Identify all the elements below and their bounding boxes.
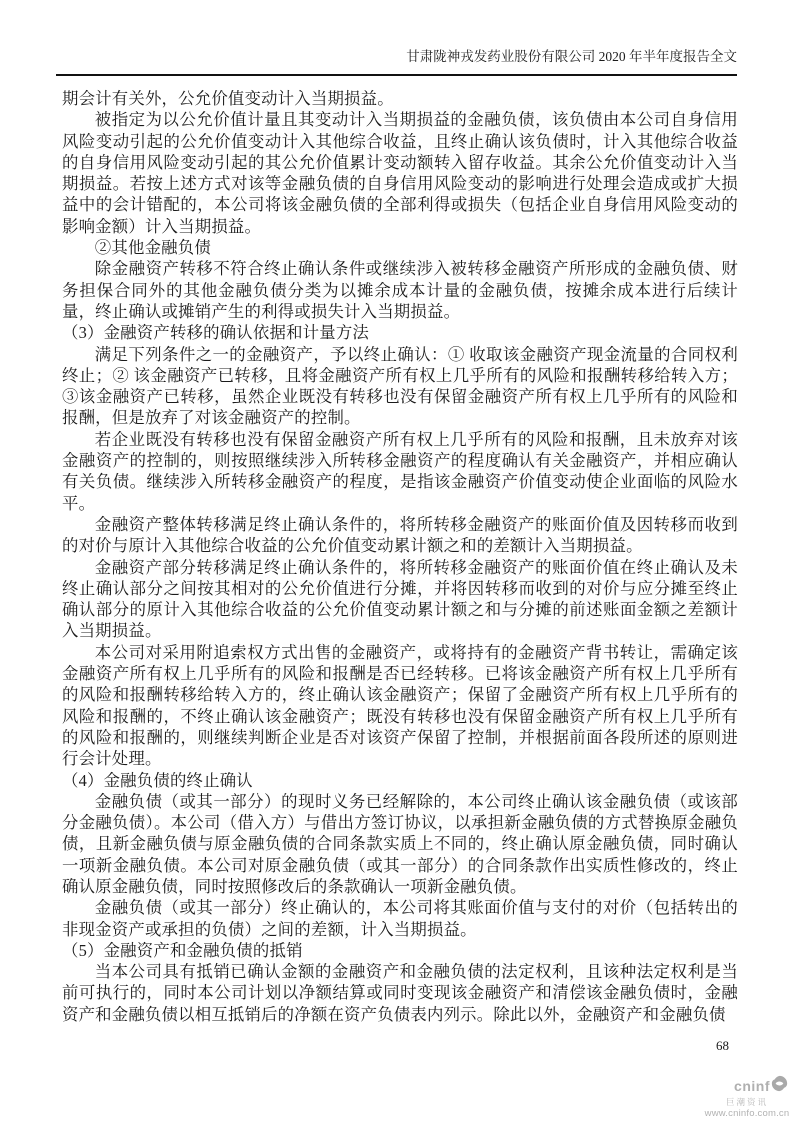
cninfo-logo-text: cninf xyxy=(734,1077,770,1094)
body-paragraph: 除金融资产转移不符合终止确认条件或继续涉入被转移金融资产所形成的金融负债、财务担保合同外的其他金融负债分类为以摊余成本计量的金融负债，按摊余成本进行后续计量，终止确认或摊销产生的利得或损失计入当期损益。 xyxy=(62,259,738,321)
body-paragraph: 当本公司具有抵销已确认金额的金融资产和金融负债的法定权利，且该种法定权利是当前可执行的，同时本公司计划以净额结算或同时变现该金融资产和清偿该金融负债时，金融资产和金融负债以相互抵销后的净额在资产负债表内列示。除此以外，金融资产和金融负债 xyxy=(62,962,738,1024)
section-heading: （5）金融资产和金融负债的抵销 xyxy=(62,940,303,960)
document-body xyxy=(62,88,738,1025)
section-heading: （4）金融负债的终止确认 xyxy=(62,770,253,790)
body-paragraph: 金融负债（或其一部分）的现时义务已经解除的，本公司终止确认该金融负债（或该部分金融负债）。本公司（借入方）与借出方签订协议，以承担新金融负债的方式替换原金融负债，且新金融负债与原金融负债的合同条款实质上不同的，终止确认原金融负债，同时确认一项新金融负债。本公司对原金融负债（或其一部分）的合同条款作出实质性修改的，终止确认原金融负债，同时按照修改后的条款确认一项新金融负债。 xyxy=(62,791,738,896)
cninfo-swirl-icon xyxy=(771,1075,788,1096)
body-paragraph: 期会计有关外，公允价值变动计入当期损益。 xyxy=(62,89,394,108)
body-paragraph: 若企业既没有转移也没有保留金融资产所有权上几乎所有的风险和报酬，且未放弃对该金融资产的控制的，则按照继续涉入所转移金融资产的程度确认有关金融资产，并相应确认有关负债。继续涉入所转移金融资产的程度，是指该金融资产价值变动使企业面临的风险水平。 xyxy=(62,429,738,513)
page-header-title: 甘肃陇神戎发药业股份有限公司 2020 年半年度报告全文 xyxy=(406,49,737,64)
cninfo-logo-url: www.cninfo.com.cn xyxy=(704,1107,790,1119)
cninfo-logo-subtitle: 巨潮资讯 xyxy=(725,1097,768,1107)
page-number: 68 xyxy=(716,1038,729,1053)
body-paragraph: 金融资产整体转移满足终止确认条件的，将所转移金融资产的账面价值及因转移而收到的对价与原计入其他综合收益的公允价值变动累计额之和的差额计入当期损益。 xyxy=(62,514,738,556)
body-paragraph: 本公司对采用附追索权方式出售的金融资产，或将持有的金融资产背书转让，需确定该金融资产所有权上几乎所有的风险和报酬是否已经转移。已将该金融资产所有权上几乎所有的风险和报酬转移给转入方的，终止确认该金融资产；保留了金融资产所有权上几乎所有的风险和报酬的，不终止确认该金融资产；既没有转移也没有保留金融资产所有权上几乎所有的风险和报酬的，则继续判断企业是否对该资产保留了控制，并根据前面各段所述的原则进行会计处理。 xyxy=(62,642,738,769)
header-divider xyxy=(56,74,737,76)
body-paragraph: 金融资产部分转移满足终止确认条件的，将所转移金融资产的账面价值在终止确认及未终止确认部分之间按其相对的公允价值进行分摊，并将因转移而收到的对价与应分摊至终止确认部分的原计入其他综合收益的公允价值变动累计额之和与分摊的前述账面金额之差额计入当期损益。 xyxy=(62,557,738,641)
body-paragraph: 满足下列条件之一的金融资产，予以终止确认：① 收取该金融资产现金流量的合同权利终止；② 该金融资产已转移，且将金融资产所有权上几乎所有的风险和报酬转移给转入方；③该金融资产已转移，虽然企业既没有转移也没有保留金融资产所有权上几乎所有的风险和报酬，但是放弃了对该金融资产的控制。 xyxy=(62,344,738,428)
body-paragraph: 被指定为以公允价值计量且其变动计入当期损益的金融负债，该负债由本公司自身信用风险变动引起的公允价值变动计入其他综合收益，且终止确认该负债时，计入其他综合收益的自身信用风险变动引起的其公允价值累计变动额转入留存收益。其余公允价值变动计入当期损益。若按上述方式对该等金融负债的自身信用风险变动的影响进行处理会造成或扩大损益中的会计错配的，本公司将该金融负债的全部利得或损失（包括企业自身信用风险变动的影响金额）计入当期损益。 xyxy=(62,110,738,236)
section-heading: （3）金融资产转移的确认依据和计量方法 xyxy=(62,323,370,343)
body-paragraph: 金融负债（或其一部分）终止确认的，本公司将其账面价值与支付的对价（包括转出的非现金资产或承担的负债）之间的差额，计入当期损益。 xyxy=(62,898,738,939)
cninfo-logo xyxy=(704,1075,790,1118)
body-paragraph: ②其他金融负债 xyxy=(94,238,211,258)
